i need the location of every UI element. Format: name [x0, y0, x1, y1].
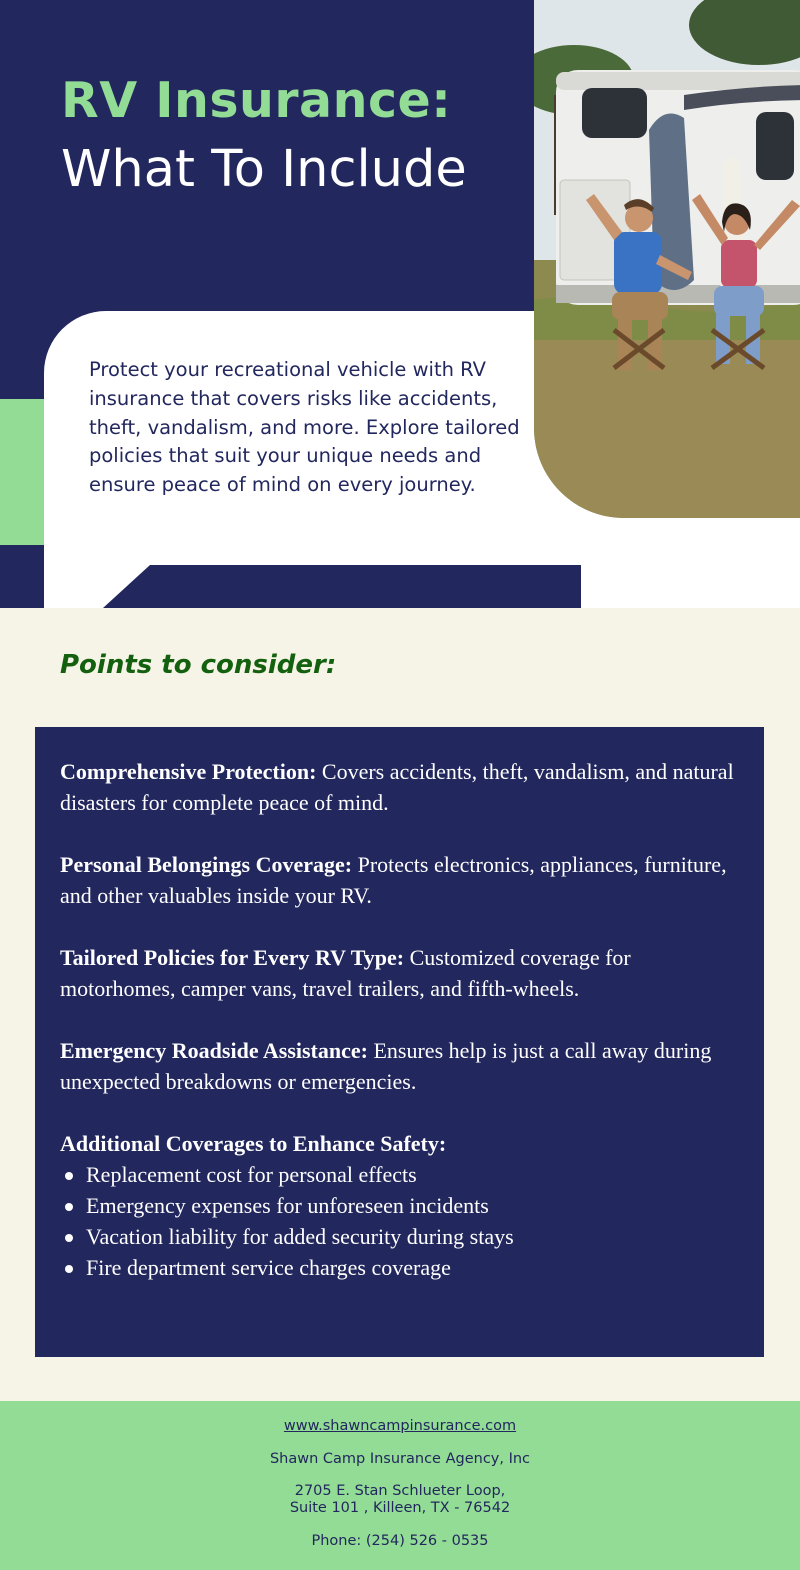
footer — [0, 1401, 800, 1570]
points-heading: Points to consider: — [60, 650, 337, 680]
page-title-line1: RV Insurance: — [61, 72, 452, 129]
additional-coverages-heading: Additional Coverages to Enhance Safety: — [60, 1131, 447, 1156]
navy-accent-tab — [103, 565, 581, 608]
point-personal-belongings — [60, 849, 736, 911]
agency-address — [0, 1483, 800, 1517]
point-comprehensive-protection — [60, 756, 736, 818]
hero-section — [0, 0, 800, 608]
point-text: Protects electronics, appliances, furniture, and other valuables inside your RV. — [60, 852, 727, 908]
intro-text: Protect your recreational vehicle with RV insurance that covers risks like accidents, theft, vandalism, and more. Explore tailored policies that suit your unique needs and ensure peace of mind on every journey. — [89, 358, 520, 497]
point-text: Ensures help is just a call away during unexpected breakdowns or emergencies. — [60, 1038, 712, 1094]
point-label: Comprehensive Protection: — [60, 759, 317, 784]
point-label: Emergency Roadside Assistance: — [60, 1038, 368, 1063]
point-label: Tailored Policies for Every RV Type: — [60, 945, 405, 970]
point-tailored-policies — [60, 942, 736, 1004]
additional-coverages-list — [60, 1159, 736, 1283]
phone-number: Phone: (254) 526 - 0535 — [311, 1533, 489, 1549]
address-line2: Suite 101 , Killeen, TX - 76542 — [289, 1500, 511, 1516]
point-label: Personal Belongings Coverage: — [60, 852, 353, 877]
point-roadside-assistance — [60, 1035, 736, 1097]
list-item: Vacation liability for added security during stays — [60, 1221, 736, 1252]
list-item: Emergency expenses for unforeseen incidents — [60, 1190, 736, 1221]
points-panel — [35, 727, 764, 1357]
list-item: Fire department service charges coverage — [60, 1252, 736, 1283]
rv-couple-photo — [534, 0, 800, 518]
page-title-line2: What To Include — [61, 140, 467, 199]
additional-coverages — [60, 1128, 736, 1283]
green-accent-strip — [0, 399, 44, 545]
website-link[interactable]: www.shawncampinsurance.com — [283, 1418, 517, 1434]
point-text: Customized coverage for motorhomes, camper vans, travel trailers, and fifth-wheels. — [60, 945, 631, 1001]
agency-name: Shawn Camp Insurance Agency, Inc — [269, 1451, 531, 1467]
list-item: Replacement cost for personal effects — [60, 1159, 736, 1190]
rv-photo-illustration — [534, 0, 800, 518]
address-line1: 2705 E. Stan Schlueter Loop, — [294, 1483, 506, 1499]
point-text: Covers accidents, theft, vandalism, and natural disasters for complete peace of mind. — [60, 759, 734, 815]
